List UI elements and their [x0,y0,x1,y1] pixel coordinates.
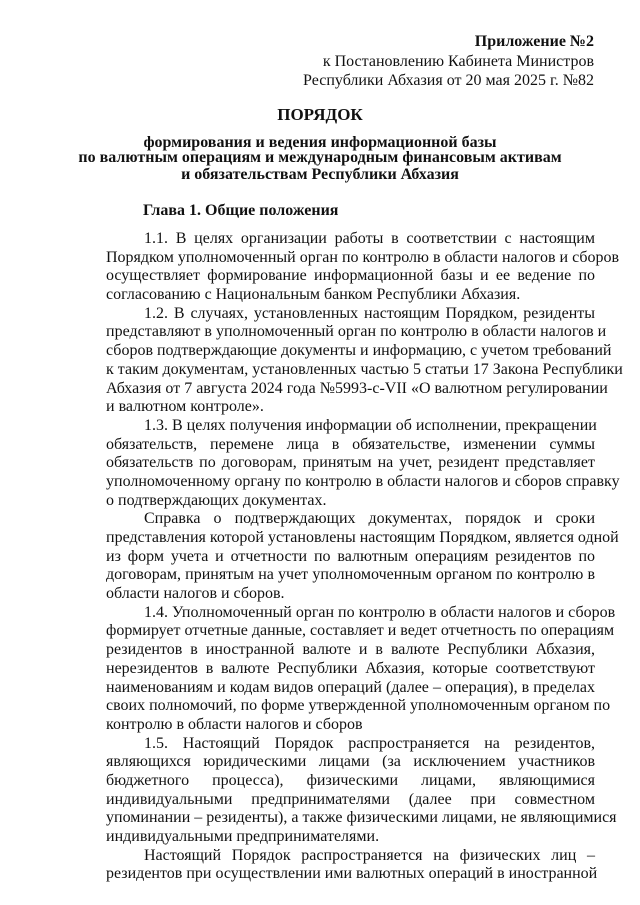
paragraph-line: 1.1. В целях организации работы в соответствии с настоящим [144,230,595,247]
paragraph-line: представляют в уполномоченный орган по контролю в области налогов и [106,323,607,341]
paragraph-line: индивидуальными предпринимателями. [106,828,380,845]
paragraph-line: 1.3. В целях получения информации об исполнении, прекращении [144,416,597,434]
paragraph-line: области налогов и сборов. [106,585,285,603]
paragraph [106,230,620,305]
paragraph [106,734,617,847]
paragraph-line: и валютном контроле». [106,398,264,416]
paragraph-line: наименованиям и кодам видов операций (далее – операция), в пределах [106,678,595,696]
paragraph-line: резидентов при осуществлении ими валютных операций в иностранной [106,865,598,883]
paragraph-line: Настоящий Порядок распространяется на физических лиц – [144,846,595,864]
paragraph-line: Порядком уполномоченный орган по контролю в области налогов и сборов [106,248,620,266]
paragraph-line: представления которой установлены настоящим Порядком, является одной [106,529,619,546]
paragraph-line: формирует отчетные данные, составляет и ведет отчетность по операциям [106,622,615,640]
appendix-date: Республики Абхазия от 20 мая 2025 г. №82 [303,72,594,89]
document-title: ПОРЯДОК [277,105,363,124]
paragraph-line: обязательств, перемене лица в обязательстве, изменении суммы [106,435,595,453]
paragraph-line: согласованию с Национальным банком Республики Абхазия. [106,286,521,304]
document-subtitle-line: по валютным операциям и международным финансовым активам [78,149,562,166]
paragraph-line: обязательств по договорам, принятым на учет, резидент представляет [106,454,595,472]
paragraph-line: из форм учета и отчетности по валютным операциям резидентов по [106,547,595,565]
paragraph-line: осуществляет формирование информационной базы и ее ведение по [106,267,595,285]
paragraph-line: своих полномочий, по форме утвержденной уполномоченным органом по [106,697,611,715]
document-subtitle-line: формирования и ведения информационной базы [143,134,497,151]
paragraph-line: сборов подтверждающие документы и информацию, с учетом требований [106,342,612,360]
appendix-reference: к Постановлению Кабинета Министров [322,53,594,70]
paragraph-line: индивидуальными предпринимателями (далее при совместном [106,790,595,808]
paragraph-line: 1.5. Настоящий Порядок распространяется на резидентов, [144,734,595,752]
paragraph-line: уполномоченному органу по контролю в области налогов и сборов справку [106,472,620,490]
paragraph [106,603,616,735]
paragraph-line: Абхазия от 7 августа 2024 года №5993-с-VII «О валютном регулировании [106,379,608,397]
paragraph-line: к таким документам, установленных частью 5 статьи 17 Закона Республики [106,360,623,378]
chapter-heading: Глава 1. Общие положения [143,202,339,219]
paragraph-line: Справка о подтверждающих документах, порядок и сроки [144,510,595,528]
paragraph-line: 1.2. В случаях, установленных настоящим Порядком, резиденты [144,304,595,322]
paragraph-line: контролю в области налогов и сборов [106,715,363,733]
paragraph [106,416,620,510]
paragraph-line: 1.4. Уполномоченный орган по контролю в области налогов и сборов [144,603,616,621]
document-subtitle-line: и обязательствам Республики Абхазия [181,166,459,183]
paragraph [106,510,619,603]
paragraph-line: о подтверждающих документах. [106,491,327,509]
paragraph-line: являющихся юридическими лицами (за исключением участников [106,753,595,771]
paragraph [106,846,598,884]
paragraph-line: резидентов в иностранной валюте и в валюте Республики Абхазия, [106,641,595,659]
paragraph-line: упоминании – резиденты), а также физическими лицами, не являющимися [106,809,617,827]
appendix-number: Приложение №2 [474,33,594,50]
paragraph [106,304,623,417]
paragraph-line: договорам, принятым на учет уполномоченным органом по контролю в [106,566,595,584]
paragraph-line: нерезидентов в валюте Республики Абхазия, которые соответствуют [106,659,595,677]
paragraph-line: бюджетного процесса), физическими лицами, являющимися [106,771,595,789]
document-body [106,230,623,884]
